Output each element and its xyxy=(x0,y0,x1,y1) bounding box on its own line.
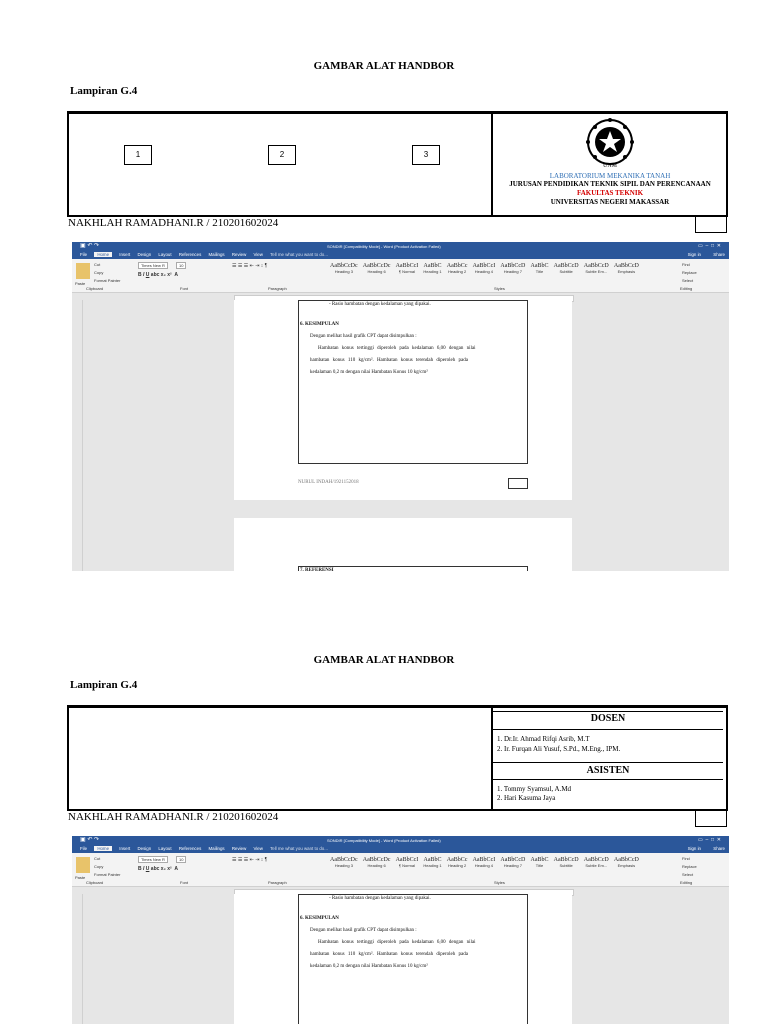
font-name-select[interactable]: Times New R xyxy=(138,262,168,269)
cut-button[interactable]: Cut xyxy=(94,856,101,861)
font-format-icons[interactable]: B I U abc x₂ x² A xyxy=(138,866,179,872)
style-subtle-emphasis: AaBbCcD Subtle Em... xyxy=(583,263,609,274)
vertical-ruler xyxy=(72,300,83,571)
tab-review[interactable]: Review xyxy=(231,846,247,851)
lab-name: LABORATORIUM MEKANIKA TANAH xyxy=(549,172,671,180)
doc-para1: Dengan melihat hasil grafik CPT dapat disimpulkan : xyxy=(310,928,417,933)
style-heading-2: AaBbCc Heading 2 xyxy=(446,263,468,274)
find-button[interactable]: Find xyxy=(682,262,690,267)
dosen-heading: DOSEN xyxy=(590,713,626,724)
save-icon[interactable]: ▣ ↶ ↷ xyxy=(80,243,100,249)
logo-caption: UNM xyxy=(602,163,617,169)
style-emphasis: AaBbCcD Emphasis xyxy=(613,263,639,274)
tab-file[interactable]: File xyxy=(80,252,88,257)
group-clipboard: Clipboard xyxy=(86,880,104,885)
sign-in-link[interactable]: Sign in xyxy=(687,252,701,257)
style-heading-6: AaBbCcDc Heading 6 xyxy=(362,263,391,274)
style-title: AaBbC Title xyxy=(530,263,549,274)
tab-mailings[interactable]: Mailings xyxy=(208,252,225,257)
style-heading-3: AaBbCcDc Heading 3 xyxy=(330,263,358,274)
page-number-box-2 xyxy=(695,811,727,827)
dosen-item-2: 2. Ir. Furqan Ali Yusuf, S.Pd., M.Eng., IPM. xyxy=(497,745,621,753)
doc-footer-name: NURUL INDAH/1921152018 xyxy=(298,480,359,485)
tab-references[interactable]: References xyxy=(178,252,202,257)
select-button[interactable]: Select xyxy=(682,278,694,283)
style-heading-1: AaBbC Heading 1 xyxy=(423,263,442,274)
doc-heading: 6. KESIMPULAN xyxy=(300,322,339,327)
style-heading-7: AaBbCcD Heading 7 xyxy=(500,263,526,274)
doc-para4: kedalaman 0,2 m dengan nilai Hambatan Konus 10 kg/cm² xyxy=(310,964,428,969)
page-number-box xyxy=(695,217,727,233)
tab-references[interactable]: References xyxy=(178,846,202,851)
window-title: SONDIR [Compatibility Mode] - Word (Product Activation Failed) xyxy=(327,244,441,249)
tab-design[interactable]: Design xyxy=(137,846,152,851)
page-border xyxy=(298,894,528,1024)
replace-button[interactable]: Replace xyxy=(682,270,697,275)
cut-button[interactable]: Cut xyxy=(94,262,101,267)
page-title: GAMBAR ALAT HANDBOR xyxy=(313,60,455,72)
find-button[interactable]: Find xyxy=(682,856,690,861)
style-heading-6: AaBbCcDc Heading 6 xyxy=(362,857,391,868)
doc-para1: Dengan melihat hasil grafik CPT dapat disimpulkan : xyxy=(310,334,417,339)
paste-label[interactable]: Paste xyxy=(75,875,86,880)
doc-para2: Hambatan konus tertinggi diperoleh pada kedalaman 6,00 dengan nilai xyxy=(318,346,476,351)
style-normal: AaBbCcI ¶ Normal xyxy=(395,263,419,274)
doc-line: - Rasio hambatan dengan kedalaman yang dipakai. xyxy=(329,302,431,307)
word-screenshot-2 xyxy=(72,836,729,1024)
share-button[interactable]: Share xyxy=(713,846,725,851)
group-clipboard: Clipboard xyxy=(86,286,104,291)
copy-button[interactable]: Copy xyxy=(94,270,104,275)
department-name: JURUSAN PENDIDIKAN TEKNIK SIPIL DAN PERENCANAAN xyxy=(509,180,711,188)
style-heading-3: AaBbCcDc Heading 3 xyxy=(330,857,358,868)
doc-para2: Hambatan konus tertinggi diperoleh pada kedalaman 6,00 dengan nilai xyxy=(318,940,476,945)
doc-para3: hambatan konus 110 kg/cm². Hambatan konus terendah diperoleh pada xyxy=(310,358,468,363)
styles-gallery[interactable] xyxy=(330,857,643,868)
doc-heading: 6. KESIMPULAN xyxy=(300,916,339,921)
style-subtitle: AaBbCcD Subtitle xyxy=(553,857,579,868)
document-page-2 xyxy=(234,518,572,571)
style-normal: AaBbCcI ¶ Normal xyxy=(395,857,419,868)
paste-label[interactable]: Paste xyxy=(75,281,86,286)
paragraph-icons[interactable]: ☰ ☰ ☰ ⇤ ⇥ ↕ ¶ xyxy=(232,857,268,863)
format-painter-button[interactable]: Format Painter xyxy=(94,278,121,283)
group-font: Font xyxy=(180,880,189,885)
doc-line: - Rasio hambatan dengan kedalaman yang dipakai. xyxy=(329,896,431,901)
tab-layout[interactable]: Layout xyxy=(158,846,172,851)
tab-view[interactable]: View xyxy=(253,252,263,257)
style-emphasis: AaBbCcD Emphasis xyxy=(613,857,639,868)
share-button[interactable]: Share xyxy=(713,252,725,257)
faculty-name: FAKULTAS TEKNIK xyxy=(576,189,644,197)
style-subtitle: AaBbCcD Subtitle xyxy=(553,263,579,274)
font-name-select[interactable]: Times New R xyxy=(138,856,168,863)
doc-footer-box xyxy=(508,478,528,489)
sign-in-link[interactable]: Sign in xyxy=(687,846,701,851)
tab-insert[interactable]: Insert xyxy=(119,846,131,851)
tab-mailings[interactable]: Mailings xyxy=(208,846,225,851)
page-title-2: GAMBAR ALAT HANDBOR xyxy=(313,654,455,666)
part-number-1: 1 xyxy=(124,145,152,165)
font-size-select[interactable]: 10 xyxy=(176,856,186,863)
tab-file[interactable]: File xyxy=(80,846,88,851)
paste-icon[interactable] xyxy=(76,857,90,873)
tab-home[interactable]: Home xyxy=(94,846,112,851)
paste-icon[interactable] xyxy=(76,263,90,279)
select-button[interactable]: Select xyxy=(682,872,694,877)
tab-review[interactable]: Review xyxy=(231,252,247,257)
word-title-bar xyxy=(72,242,729,251)
tab-layout[interactable]: Layout xyxy=(158,252,172,257)
window-controls-icon[interactable]: ▭ – □ ✕ xyxy=(697,837,721,843)
part-number-3: 3 xyxy=(412,145,440,165)
document-page xyxy=(234,300,572,500)
doc-next-heading: 7. REFERENSI xyxy=(300,568,334,571)
document-page xyxy=(234,894,572,1024)
part-number-2: 2 xyxy=(268,145,296,165)
group-editing: Editing xyxy=(680,286,693,291)
group-styles: Styles xyxy=(494,880,505,885)
window-title: SONDIR [Compatibility Mode] - Word (Product Activation Failed) xyxy=(327,838,441,843)
lampiran-label-2: Lampiran G.4 xyxy=(70,679,138,691)
tab-view[interactable]: View xyxy=(253,846,263,851)
word-ribbon xyxy=(72,259,729,293)
word-tabs xyxy=(72,251,729,259)
asisten-item-1: 1. Tommy Syamsul, A.Md xyxy=(497,785,572,793)
font-format-icons[interactable]: B I U abc x₂ x² A xyxy=(138,272,179,278)
save-icon[interactable]: ▣ ↶ ↷ xyxy=(80,837,100,843)
copy-button[interactable]: Copy xyxy=(94,864,104,869)
tab-home[interactable]: Home xyxy=(94,252,112,257)
style-title: AaBbC Title xyxy=(530,857,549,868)
style-subtle-emphasis: AaBbCcD Subtle Em... xyxy=(583,857,609,868)
styles-gallery[interactable] xyxy=(330,263,643,274)
style-heading-4: AaBbCcI Heading 4 xyxy=(472,263,496,274)
tab-design[interactable]: Design xyxy=(137,252,152,257)
doc-para4: kedalaman 0,2 m dengan nilai Hambatan Konus 10 kg/cm² xyxy=(310,370,428,375)
format-painter-button[interactable]: Format Painter xyxy=(94,872,121,877)
tab-insert[interactable]: Insert xyxy=(119,252,131,257)
paragraph-icons[interactable]: ☰ ☰ ☰ ⇤ ⇥ ↕ ¶ xyxy=(232,263,268,269)
group-paragraph: Paragraph xyxy=(268,286,287,291)
window-controls-icon[interactable]: ▭ – □ ✕ xyxy=(697,243,721,249)
doc-para3: hambatan konus 110 kg/cm². Hambatan konus terendah diperoleh pada xyxy=(310,952,468,957)
lampiran-label: Lampiran G.4 xyxy=(70,85,138,97)
tell-me-input[interactable]: Tell me what you want to do... xyxy=(270,252,328,257)
group-editing: Editing xyxy=(680,880,693,885)
style-heading-7: AaBbCcD Heading 7 xyxy=(500,857,526,868)
tell-me-input[interactable]: Tell me what you want to do... xyxy=(270,846,328,851)
style-heading-4: AaBbCcI Heading 4 xyxy=(472,857,496,868)
group-paragraph: Paragraph xyxy=(268,880,287,885)
student-name: NAKHLAH RAMADHANI.R / 210201602024 xyxy=(68,217,279,229)
word-screenshot xyxy=(72,242,729,571)
style-heading-2: AaBbCc Heading 2 xyxy=(446,857,468,868)
replace-button[interactable]: Replace xyxy=(682,864,697,869)
asisten-heading: ASISTEN xyxy=(586,765,630,776)
vertical-ruler xyxy=(72,894,83,1024)
asisten-item-2: 2. Hari Kasuma Jaya xyxy=(497,794,556,802)
dosen-item-1: 1. Dr.Ir. Ahmad Rifqi Asrib, M.T xyxy=(497,735,590,743)
group-font: Font xyxy=(180,286,189,291)
university-name: UNIVERSITAS NEGERI MAKASSAR xyxy=(550,198,670,206)
student-name-2: NAKHLAH RAMADHANI.R / 210201602024 xyxy=(68,811,279,823)
group-styles: Styles xyxy=(494,286,505,291)
style-heading-1: AaBbC Heading 1 xyxy=(423,857,442,868)
font-size-select[interactable]: 10 xyxy=(176,262,186,269)
